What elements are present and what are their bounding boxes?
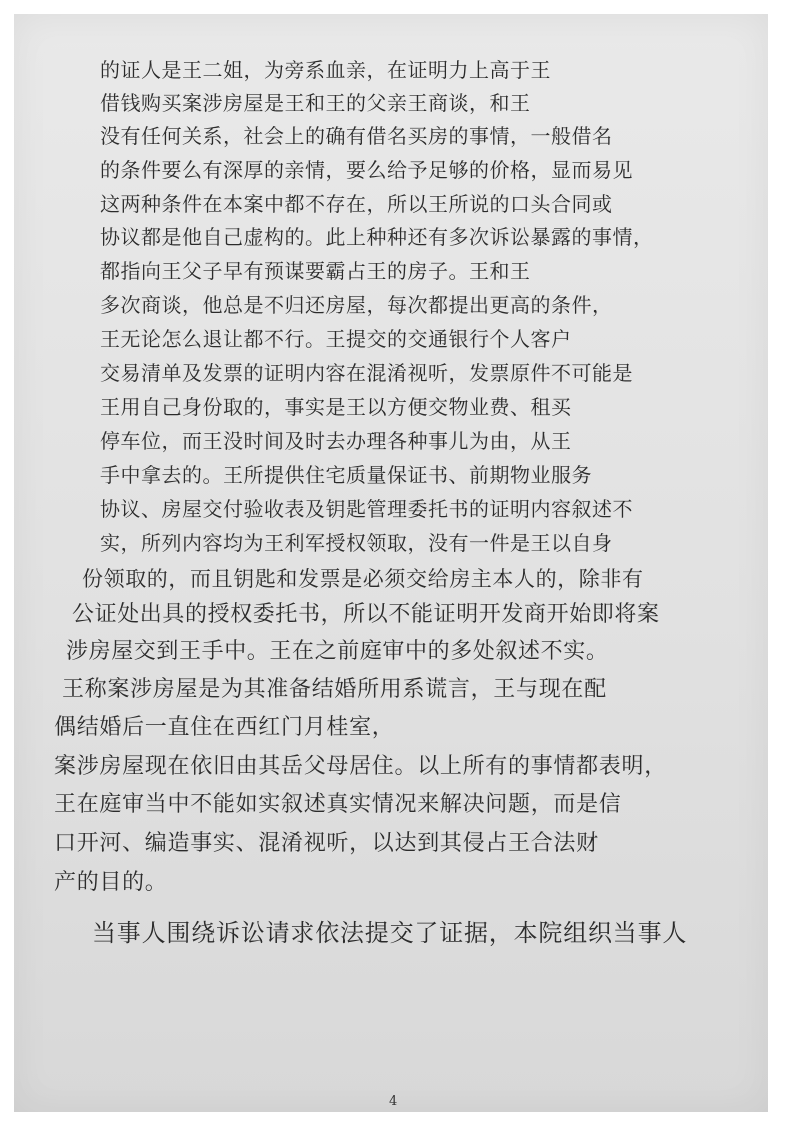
text-segment: 合法财 [530,831,599,856]
text-segment: 无论怎么退让都不行。王 [120,327,346,351]
text-line [100,227,654,247]
text-segment: 父子早有预谋要霸占王 [182,259,387,283]
text-segment: 用自己身份取的，事实是王 [120,395,367,419]
text-segment: 协议、房屋交付验收表及钥匙管理委托书的证明内容叙述不 [100,497,633,521]
text-segment: 多次商谈，他总是不归还房屋，每次都提出更高的条件， [100,293,613,317]
text-segment: 公证处出具的授权委托书，所以不能证明开发商开始即将案 [72,602,660,627]
text-segment: 王 [54,792,77,817]
text-segment: 案涉房屋现在依旧由其岳父母居住。以上所有的事情都表明， [54,754,667,779]
text-line [100,60,551,82]
text-segment: 口开河、编造事实、混淆视听，以达到其侵占王 [54,831,531,856]
text-segment: 以方便交物业费、租买 [366,395,572,419]
text-line [100,295,613,317]
text-segment: 王 [100,327,121,351]
text-segment: 这两种条件在本案中都不存在，所以王 [100,192,449,216]
text-line [72,604,660,626]
page-number: 4 [389,1094,398,1109]
text-segment: 手中。王 [201,639,293,664]
text-segment: 当事人围绕诉讼请求依法提交了证据，本院组织当事人 [92,919,688,947]
text-segment: 偶结婚后一直住在西红门月桂 [54,715,350,740]
text-segment: 的父亲王 [346,91,428,115]
text-segment: 产的目的。 [54,870,168,895]
text-segment: 实，所列内容均为王利军授权领取，没有一件是王 [100,531,551,555]
text-line [100,160,633,180]
text-segment: 没有任何关系，社会上的确有借名买房的事情，一般借名 [100,124,613,148]
text-line [100,194,613,216]
text-segment: 商谈，和王 [428,91,531,115]
text-segment: 交易清单及发票的证明内容在混淆视听，发票原件不可能是 [100,361,633,385]
text-segment: 停车位，而王 [100,429,223,453]
text-segment: 的条件要么有深厚的亲情，要么给予足够的价格，显而易见 [100,158,633,182]
text-segment: 所说的口头合同或 [448,192,613,216]
text-line [54,872,168,894]
text-line [100,465,592,487]
text-segment: 二姐，为旁系血亲，在证明力上高于王 [202,58,551,82]
text-segment: 没时间及时去办理各种事儿为由，从王 [223,429,572,453]
text-line [100,93,531,115]
text-line [66,641,608,665]
text-line [100,363,633,383]
text-line [54,833,599,857]
text-segment: 王 [62,677,85,702]
text-line [54,756,667,778]
text-line [82,569,644,590]
text-segment: 手中拿去的。王 [100,463,244,487]
text-segment: 王 [100,395,121,419]
text-line [100,431,572,453]
text-line [54,794,622,818]
text-segment: 在庭审当中不能如实叙述真实情况来解决问题，而是信 [76,792,622,817]
text-line [100,261,531,283]
text-segment: 称案涉房屋是为其准备结婚所用系谎言，王 [84,677,517,702]
text-segment: 协议都是他自己虚构的。此上种种还有多次诉讼暴露的事情， [100,225,654,249]
text-segment: 以自身 [551,531,613,555]
text-segment: 提交的交通银行个人客户 [346,327,572,351]
text-segment: 的房子。王 [387,259,490,283]
text-segment: 室， [349,715,395,740]
text-segment: 都指向王 [100,259,182,283]
text-line [100,329,572,351]
text-line [100,126,613,148]
text-line [100,499,633,519]
text-segment: 和王 [305,91,346,115]
text-segment: 借钱购买案涉房屋是王 [100,91,305,115]
text-line [54,717,395,741]
text-segment: 所提供住宅质量保证书、前期物业服务 [243,463,592,487]
text-segment: 在之前庭审中的多处叙述不实。 [292,639,609,664]
text-segment: 的证人是王 [100,58,203,82]
document-page [14,14,768,1112]
text-segment: 与现在配 [516,677,607,702]
text-segment: 份领取的，而且钥匙和发票是必须交给房主本人的，除非有 [82,567,644,591]
text-line [100,397,572,419]
text-segment: 和王 [489,259,531,283]
text-line [62,679,607,703]
text-segment: 涉房屋交到王 [66,639,202,664]
text-line [100,533,613,555]
text-line [92,921,687,945]
